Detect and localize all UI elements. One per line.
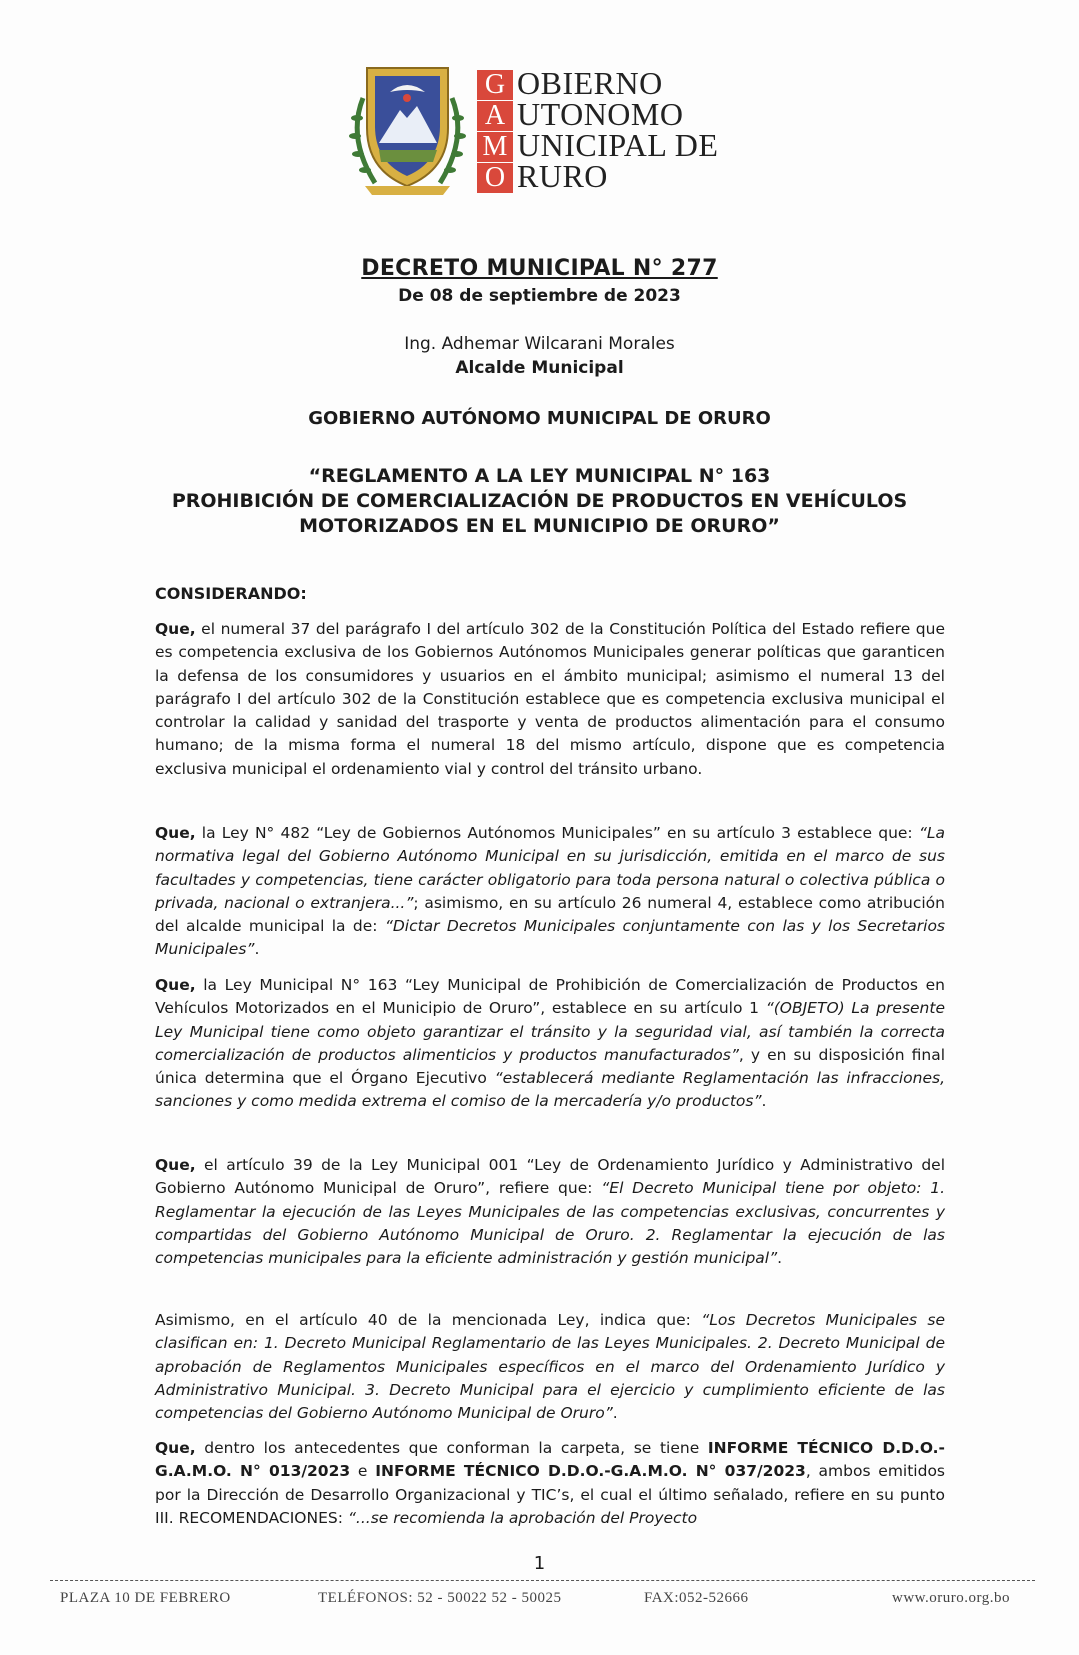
paragraph-lead: Que, — [155, 824, 196, 842]
paragraph-4 — [155, 1154, 945, 1270]
org-line-1: OBIERNO — [517, 65, 663, 101]
quoted-text: “Dictar Decretos Municipales conjuntamente con las y los Secretarios Municipales” — [155, 917, 946, 959]
paragraph-text: e — [350, 1462, 376, 1481]
considerando-heading: CONSIDERANDO: — [155, 584, 307, 603]
regulation-title-line-1: “REGLAMENTO A LA LEY MUNICIPAL N° 163 — [308, 465, 771, 487]
paragraph-lead: Que, — [155, 1439, 196, 1457]
regulation-title-line-3: MOTORIZADOS EN EL MUNICIPIO DE ORURO” — [299, 515, 780, 537]
paragraph-text: . — [612, 1404, 618, 1423]
org-line-2: UTONOMO — [517, 96, 684, 132]
initial-m: M — [477, 132, 513, 162]
quoted-text: “...se recomienda la aprobación del Proyecto — [347, 1508, 698, 1527]
coat-of-arms-icon — [345, 58, 470, 198]
paragraph-text: . — [777, 1249, 783, 1268]
paragraph-text: dentro los antecedentes que conforman la carpeta, se tiene — [195, 1439, 708, 1457]
paragraph-text: el numeral 37 del parágrafo I del artículo 302 de la Constitución Política del Estado refiere que es competencia exclusiva de los Gobiernos Autónomos Municipales generar políticas que garanticen la defensa de los consumidores y usuarios en el ámbito municipal; asimismo el numeral 13 del parágrafo I del artículo 302 de la Constitución establece que es competencia exclusiva municipal el controlar la calidad y sanidad del trasporte y venta de productos alimentación para el consumo humano; de la misma forma el numeral 18 del mismo artículo, dispone que es competencia exclusiva municipal el ordenamiento vial y control del tránsito urbano. — [155, 620, 945, 778]
mayor-role: Alcalde Municipal — [455, 358, 624, 378]
paragraph-lead: Que, — [155, 620, 196, 638]
paragraph-text: ; asimismo, en su artículo 26 numeral 4, establece como atribución del alcalde municipal la de: — [155, 893, 945, 936]
institution-name — [517, 65, 719, 194]
paragraph-text: Asimismo, en el artículo 40 de la mencionada Ley, indica que: — [155, 1311, 702, 1329]
footer-fax: FAX:052-52666 — [644, 1590, 749, 1606]
page-number: 1 — [533, 1553, 546, 1574]
paragraph-text: , ambos emitidos por la Dirección de Desarrollo Organizacional y TIC’s, el cual el último señalado, refiere en su punto III. RECOMENDACIONES: — [155, 1462, 946, 1527]
gamo-initials — [477, 70, 513, 194]
paragraph-text: la Ley N° 482 “Ley de Gobiernos Autónomos Municipales” en su artículo 3 establece que: — [195, 824, 919, 842]
initial-a: A — [477, 101, 513, 131]
quoted-text: “(OBJETO) La presente Ley Municipal tiene como objeto garantizar el tránsito y la seguridad vial, así también la correcta comercialización de productos alimenticios y productos manufacturados” — [155, 999, 945, 1064]
paragraph-6 — [155, 1437, 945, 1530]
quoted-text: “establecerá mediante Reglamentación las infracciones, sanciones y como medida extrema el comiso de la mercadería y/o productos” — [155, 1069, 946, 1111]
footer-divider — [50, 1580, 1035, 1581]
org-line-3: UNICIPAL DE — [517, 127, 719, 163]
paragraph-lead: Que, — [155, 976, 196, 994]
paragraph-2 — [155, 822, 945, 962]
regulation-title-line-2: PROHIBICIÓN DE COMERCIALIZACIÓN DE PRODUCTOS EN VEHÍCULOS — [171, 490, 908, 512]
quoted-text: “La normativa legal del Gobierno Autónomo Municipal en su jurisdicción, emitida en el marco de sus facultades y competencias, tiene carácter obligatorio para toda persona natural o colectiva pública o privada, nacional o extranjera...” — [155, 824, 945, 912]
government-name: GOBIERNO AUTÓNOMO MUNICIPAL DE ORURO — [308, 408, 771, 429]
mayor-name: Ing. Adhemar Wilcarani Morales — [404, 334, 675, 354]
paragraph-text: la Ley Municipal N° 163 “Ley Municipal de Prohibición de Comercialización de Productos en Vehículos Motorizados en el Municipio de Oruro”, establece en su artículo 1 — [155, 976, 945, 1018]
footer-website: www.oruro.org.bo — [892, 1590, 1010, 1606]
paragraph-5 — [155, 1309, 945, 1425]
footer-address: PLAZA 10 DE FEBRERO — [60, 1590, 231, 1606]
paragraph-text: . — [254, 940, 260, 959]
paragraph-1 — [155, 618, 945, 781]
paragraph-lead: Que, — [155, 1156, 196, 1174]
quoted-text: “El Decreto Municipal tiene por objeto: 1. Reglamentar la ejecución de las Leyes Municipales de las competencias exclusivas, concurrentes y compartidas del Gobierno Autónomo Municipal de Oruro. 2. Reglamentar la ejecución de las competencias municipales para la eficiente administración y gestión municipal” — [155, 1179, 946, 1268]
initial-g: G — [477, 70, 513, 100]
decree-date: De 08 de septiembre de 2023 — [398, 286, 681, 306]
initial-o: O — [477, 163, 513, 193]
quoted-text: “Los Decretos Municipales se clasifican en: 1. Decreto Municipal Reglamentario de las Leyes Municipales. 2. Decreto Municipal de aprobación de Reglamentos Municipales específicos en el marco del Ordenamiento Jurídico y Administrativo Municipal. 3. Decreto Municipal para el ejercicio y cumplimiento eficiente de las competencias del Gobierno Autónomo Municipal de Oruro” — [155, 1311, 946, 1423]
regulation-title — [0, 464, 1079, 539]
institution-logo — [345, 58, 745, 198]
org-line-4: RURO — [517, 158, 608, 194]
report-reference: INFORME TÉCNICO D.D.O.-G.A.M.O. N° 013/2023 — [155, 1439, 945, 1481]
paragraph-text: , y en su disposición final única determina que el Órgano Ejecutivo — [155, 1045, 945, 1088]
paragraph-3 — [155, 974, 945, 1114]
decree-title: DECRETO MUNICIPAL N° 277 — [361, 256, 718, 281]
paragraph-text: . — [761, 1092, 767, 1111]
footer-phones: TELÉFONOS: 52 - 50022 52 - 50025 — [318, 1590, 562, 1606]
report-reference: INFORME TÉCNICO D.D.O.-G.A.M.O. N° 037/2023 — [375, 1462, 806, 1481]
paragraph-text: el artículo 39 de la Ley Municipal 001 “Ley de Ordenamiento Jurídico y Administrativo del Gobierno Autónomo Municipal de Oruro”, refiere que: — [155, 1156, 945, 1198]
